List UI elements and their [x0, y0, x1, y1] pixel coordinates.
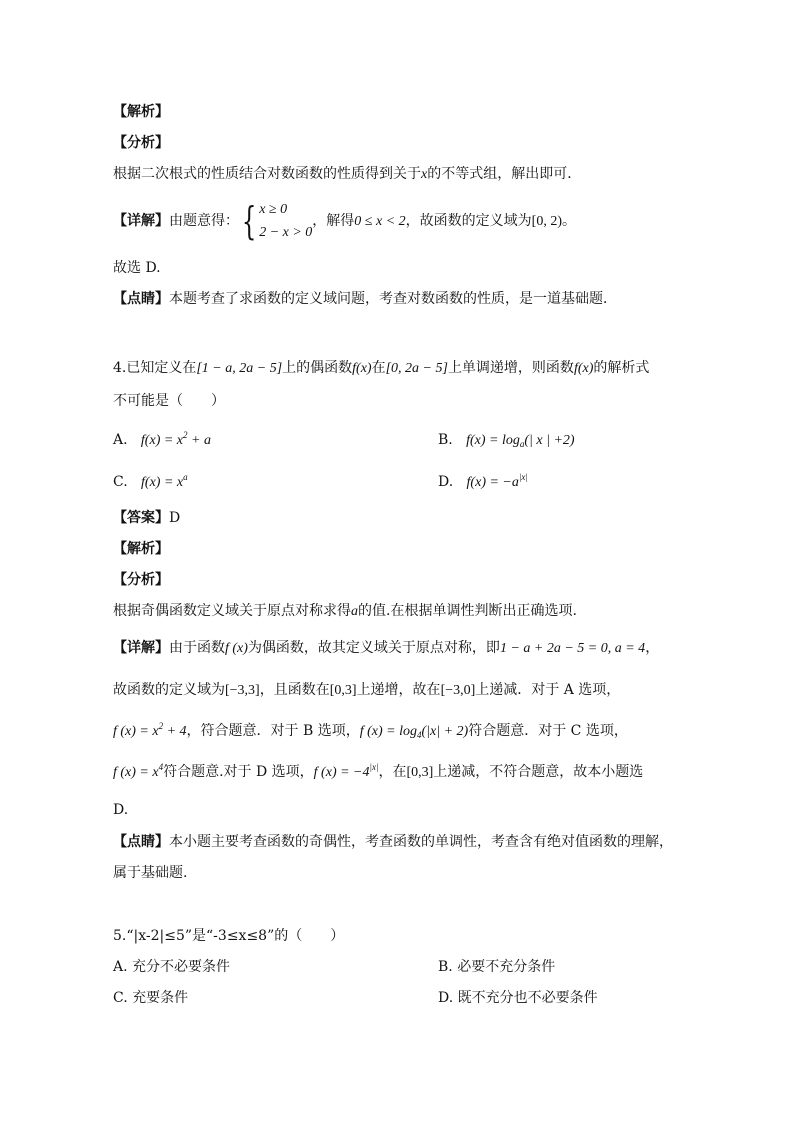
q5-option-a: A. 充分不必要条件 [113, 959, 231, 975]
q4-jiexi-heading: 【解析】 [113, 541, 169, 557]
q4-dianjing: 【点睛】本小题主要考查函数的奇偶性，考查函数的单调性，考查含有绝对值函数的理解， [113, 834, 673, 850]
q4-option-d: D. $f(x) = -a^{|x|}$ [438, 472, 528, 490]
q4-xiangjie-line5: D. [113, 802, 129, 818]
q4-fenxi-text: 根据奇偶函数定义域关于原点对称求得a的值.在根据单调性判断出正确选项. [113, 603, 577, 619]
q4-fenxi-heading: 【分析】 [113, 572, 169, 588]
q4-dianjing-line2: 属于基础题. [113, 865, 188, 881]
q3-fenxi-heading: 【分析】 [113, 135, 169, 151]
q4-stem-line2: 不可能是（ ） [113, 393, 225, 409]
q4-xiangjie-line4: f $(x) = x^4$符合题意.对于 D 选项，f $(x) = -4^{|x|}$，在[0,3]上递减，不符合题意，故本小题选 [113, 762, 644, 780]
q4-stem: 4.已知定义在[1 − a, 2a − 5]上的偶函数f(x)在[0, 2a − 5]上单调递增，则函数f(x)的解析式 [113, 360, 650, 376]
q5-stem: 5.“|x-2|≤5”是“-3≤x≤8”的（ ） [113, 928, 345, 944]
q3-guxuan: 故选 D. [113, 260, 161, 276]
q4-option-c: C. $f(x) = x^a$ [113, 472, 188, 490]
q5-option-d: D. 既不充分也不必要条件 [438, 990, 598, 1006]
q3-dianjing: 【点睛】本题考查了求函数的定义域问题，考查对数函数的性质，是一道基础题． [113, 291, 617, 307]
brace-symbol: { [241, 199, 257, 243]
q4-xiangjie-line1: 【详解】由于函数f (x)为偶函数，故其定义域关于原点对称，即1 − a + 2a − 5 = 0, a = 4， [113, 640, 660, 656]
q4-option-a: A. $f(x) = x^2 + a$ [113, 430, 211, 448]
q3-jiexi-heading: 【解析】 [113, 104, 169, 120]
q4-xiangjie-line3: f $(x) = x^2 + 4$，符合题意．对于 B 选项，f $(x) = \log_4(|x| + 2)$符合题意．对于 C 选项， [113, 721, 628, 740]
q4-xiangjie-line2: 故函数的定义域为[−3,3]，且函数在[0,3]上递增，故在[−3,0]上递减．对于 A 选项， [113, 682, 621, 698]
inequality-system: x ≥ 0 2 − x > 0 [259, 202, 313, 240]
q5-option-b: B. 必要不充分条件 [438, 959, 556, 975]
q3-xiangjie: 【详解】由题意得：{ x ≥ 0 2 − x > 0，解得0 ≤ x < 2，故函数的定义域为[0, 2)。 [113, 199, 576, 243]
q4-daan: 【答案】D [113, 510, 181, 526]
q3-fenxi-text: 根据二次根式的性质结合对数函数的性质得到关于x的不等式组，解出即可． [113, 166, 582, 182]
q5-option-c: C. 充要条件 [113, 990, 189, 1006]
q4-option-b: B. $f(x) = \log_a(|$ x | +2) [438, 432, 575, 449]
